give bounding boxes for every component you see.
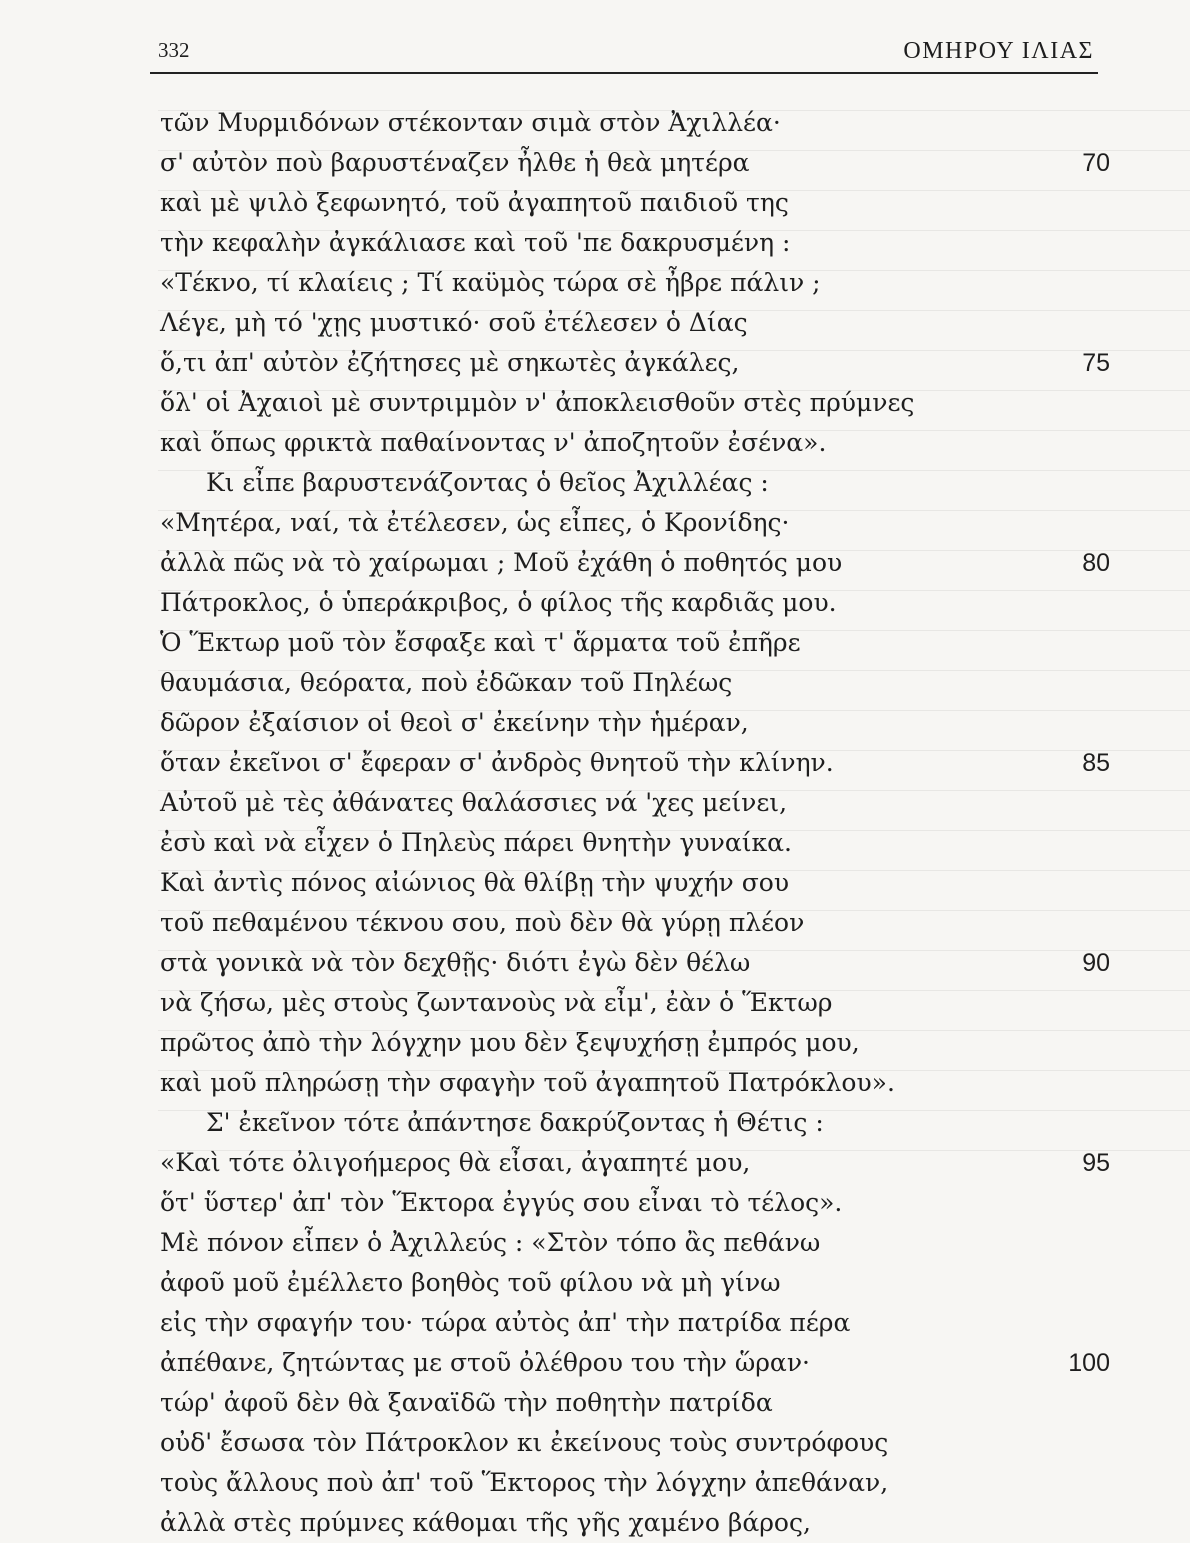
verse-line [160, 1303, 1110, 1343]
line-number: 95 [1082, 1149, 1110, 1177]
verse-line [160, 663, 1110, 703]
verse-line [160, 1383, 1110, 1423]
verse-text: ὅ,τι ἀπ' αὐτὸν ἐζήτησες μὲ σηκωτὲς ἀγκάλες, [160, 348, 740, 377]
verse-line [160, 623, 1110, 663]
verse-line [160, 143, 1110, 183]
verse-line [160, 743, 1110, 783]
verse-text: ἀφοῦ μοῦ ἐμέλλετο βοηθὸς τοῦ φίλου νὰ μὴ γίνω [160, 1268, 781, 1297]
verse-line [160, 103, 1110, 143]
verse-text: καὶ μοῦ πληρώσῃ τὴν σφαγὴν τοῦ ἀγαπητοῦ Πατρόκλου». [160, 1068, 895, 1097]
line-number: 90 [1082, 949, 1110, 977]
verse-text: τὴν κεφαλὴν ἀγκάλιασε καὶ τοῦ 'πε δακρυσμένη : [160, 228, 791, 257]
line-number: 75 [1082, 349, 1110, 377]
verse-line [160, 823, 1110, 863]
verse-line [160, 703, 1110, 743]
verse-text: οὐδ' ἔσωσα τὸν Πάτροκλον κι ἐκείνους τοὺς συντρόφους [160, 1428, 889, 1457]
verse-text: Μὲ πόνον εἶπεν ὁ Ἀχιλλεύς : «Στὸν τόπο ἂς πεθάνω [160, 1228, 821, 1257]
verse-line [160, 1263, 1110, 1303]
verse-text: ἀλλὰ πῶς νὰ τὸ χαίρωμαι ; Μοῦ ἐχάθη ὁ ποθητός μου [160, 548, 843, 577]
verse-line [160, 1143, 1110, 1183]
verse-text: πρῶτος ἀπὸ τὴν λόγχην μου δὲν ξεψυχήσῃ ἐμπρός μου, [160, 1028, 860, 1057]
header-rule [150, 72, 1098, 74]
verse-line [160, 583, 1110, 623]
verse-text: «Μητέρα, ναί, τὰ ἐτέλεσεν, ὡς εἶπες, ὁ Κρονίδης· [160, 508, 790, 537]
verse-text: ἀπέθανε, ζητώντας με στοῦ ὀλέθρου του τὴν ὥραν· [160, 1348, 810, 1377]
line-number: 85 [1082, 749, 1110, 777]
running-title: ΟΜΗΡΟΥ ΙΛΙΑΣ [903, 38, 1094, 64]
verse-line [160, 263, 1110, 303]
verse-line [160, 1103, 1110, 1143]
verse-line [160, 503, 1110, 543]
verse-line [160, 1183, 1110, 1223]
verse-line [160, 863, 1110, 903]
verse-line [160, 383, 1110, 423]
verse-line [160, 1023, 1110, 1063]
verse-line [160, 463, 1110, 503]
verse-text: τῶν Μυρμιδόνων στέκονταν σιμὰ στὸν Ἀχιλλέα· [160, 108, 781, 137]
verse-text: Καὶ ἀντὶς πόνος αἰώνιος θὰ θλίβῃ τὴν ψυχήν σου [160, 868, 790, 897]
verse-line [160, 543, 1110, 583]
verse-text: σ' αὐτὸν ποὺ βαρυστέναζεν ἦλθε ἡ θεὰ μητέρα [160, 148, 750, 177]
verse-text: ὅλ' οἱ Ἀχαιοὶ μὲ συντριμμὸν ν' ἀποκλεισθοῦν στὲς πρύμνες [160, 388, 915, 417]
verse-text: τοὺς ἄλλους ποὺ ἀπ' τοῦ Ἕκτορος τὴν λόγχην ἀπεθάναν, [160, 1468, 889, 1497]
verse-text: τώρ' ἀφοῦ δὲν θὰ ξαναϊδῶ τὴν ποθητὴν πατρίδα [160, 1388, 773, 1417]
verse-line [160, 1223, 1110, 1263]
verse-text: δῶρον ἐξαίσιον οἱ θεοὶ σ' ἐκείνην τὴν ἡμέραν, [160, 708, 749, 737]
verse-line [160, 1063, 1110, 1103]
verse-text: νὰ ζήσω, μὲς στοὺς ζωντανοὺς νὰ εἶμ', ἐὰν ὁ Ἕκτωρ [160, 988, 833, 1017]
line-number: 80 [1082, 549, 1110, 577]
verse-line [160, 223, 1110, 263]
verse-line [160, 183, 1110, 223]
verse-line [160, 1423, 1110, 1463]
verse-text: ὅτ' ὕστερ' ἀπ' τὸν Ἕκτορα ἐγγύς σου εἶναι τὸ τέλος». [160, 1188, 843, 1217]
verse-line [160, 903, 1110, 943]
verse-text: τοῦ πεθαμένου τέκνου σου, ποὺ δὲν θὰ γύρῃ πλέον [160, 908, 805, 937]
verse-line [160, 423, 1110, 463]
verse-text: ἀλλὰ στὲς πρύμνες κάθομαι τῆς γῆς χαμένο βάρος, [160, 1508, 811, 1537]
verse-text: «Τέκνο, τί κλαίεις ; Τί καϋμὸς τώρα σὲ ἦβρε πάλιν ; [160, 268, 821, 297]
verse-text: Σ' ἐκεῖνον τότε ἀπάντησε δακρύζοντας ἡ Θέτις : [206, 1108, 824, 1137]
line-number: 100 [1068, 1349, 1110, 1377]
verse-text: καὶ μὲ ψιλὸ ξεφωνητό, τοῦ ἀγαπητοῦ παιδιοῦ της [160, 188, 789, 217]
page-number: 332 [158, 38, 190, 62]
verse-text: «Καὶ τότε ὀλιγοήμερος θὰ εἶσαι, ἀγαπητέ μου, [160, 1148, 751, 1177]
verse-text: καὶ ὅπως φρικτὰ παθαίνοντας ν' ἀποζητοῦν ἐσένα». [160, 428, 827, 457]
verse-line [160, 943, 1110, 983]
verse-text: Κι εἶπε βαρυστενάζοντας ὁ θεῖος Ἀχιλλέας : [206, 468, 769, 497]
verse-line [160, 1463, 1110, 1503]
verse-line [160, 1343, 1110, 1383]
verse-text: ὅταν ἐκεῖνοι σ' ἔφεραν σ' ἀνδρὸς θνητοῦ τὴν κλίνην. [160, 748, 834, 777]
verse-text: Λέγε, μὴ τό 'χῃς μυστικό· σοῦ ἐτέλεσεν ὁ Δίας [160, 308, 748, 337]
verse-line [160, 343, 1110, 383]
poem-body [160, 103, 1110, 1543]
verse-text: Πάτροκλος, ὁ ὑπεράκριβος, ὁ φίλος τῆς καρδιᾶς μου. [160, 588, 837, 617]
verse-text: θαυμάσια, θεόρατα, ποὺ ἐδῶκαν τοῦ Πηλέως [160, 668, 733, 697]
verse-line [160, 1503, 1110, 1543]
verse-line [160, 983, 1110, 1023]
verse-line [160, 783, 1110, 823]
verse-text: εἰς τὴν σφαγήν του· τώρα αὐτὸς ἀπ' τὴν πατρίδα πέρα [160, 1308, 851, 1337]
verse-text: ἐσὺ καὶ νὰ εἶχεν ὁ Πηλεὺς πάρει θνητὴν γυναίκα. [160, 828, 792, 857]
verse-text: Ὁ Ἕκτωρ μοῦ τὸν ἔσφαξε καὶ τ' ἅρματα τοῦ ἐπῆρε [160, 628, 801, 657]
verse-text: στὰ γονικὰ νὰ τὸν δεχθῇς· διότι ἐγὼ δὲν θέλω [160, 948, 751, 977]
verse-text: Αὐτοῦ μὲ τὲς ἀθάνατες θαλάσσιες νά 'χες μείνει, [160, 788, 788, 817]
line-number: 70 [1082, 149, 1110, 177]
verse-line [160, 303, 1110, 343]
